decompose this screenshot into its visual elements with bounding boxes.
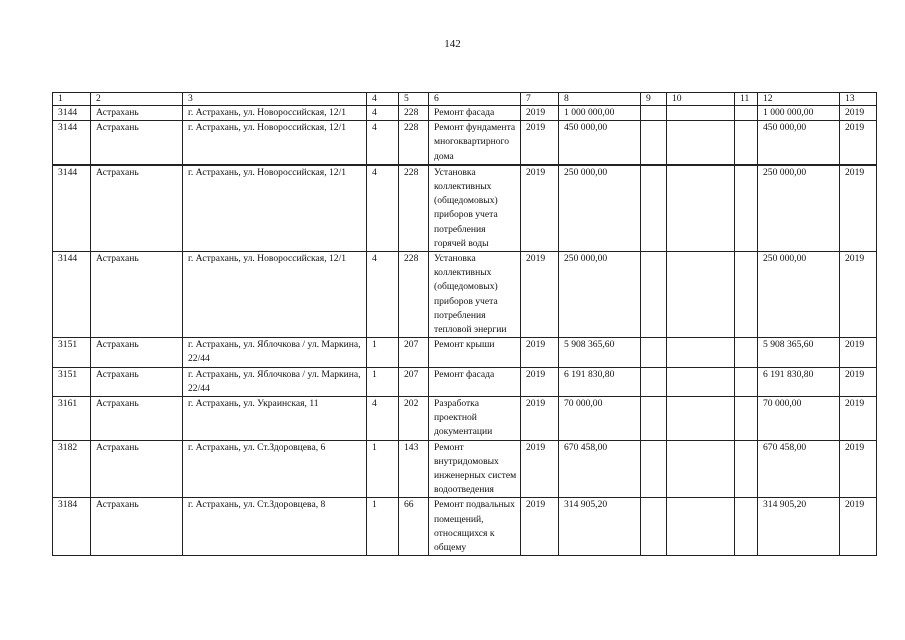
column-number: 2	[91, 93, 183, 106]
cell-municipality: Астрахань	[91, 498, 183, 556]
cell-total: 1 000 000,00	[758, 106, 840, 121]
column-number: 8	[559, 93, 641, 106]
cell-total: 250 000,00	[758, 252, 840, 338]
cell-end-year: 2019	[840, 440, 877, 498]
cell-end-year: 2019	[840, 397, 877, 441]
cell-work-type: Ремонт крыши	[429, 338, 521, 367]
cell-work-type: Установка коллективных (общедомовых) приборов учета потребления горячей воды	[429, 165, 521, 252]
table-row	[53, 338, 877, 367]
cell-municipality: Астрахань	[91, 165, 183, 252]
column-number-row	[53, 93, 877, 106]
cell-col11	[735, 121, 758, 165]
cell-work-type: Ремонт внутридомовых инженерных систем водоотведения	[429, 440, 521, 498]
column-number: 11	[735, 93, 758, 106]
cell-col9	[641, 367, 667, 396]
table-row	[53, 165, 877, 252]
cell-year: 2019	[521, 367, 559, 396]
cell-total: 314 905,20	[758, 498, 840, 556]
table-row	[53, 106, 877, 121]
cell-col5: 66	[399, 498, 429, 556]
column-number: 4	[367, 93, 399, 106]
cell-col4: 4	[367, 121, 399, 165]
cell-cost: 1 000 000,00	[559, 106, 641, 121]
column-number: 10	[667, 93, 735, 106]
cell-col5: 228	[399, 121, 429, 165]
cell-end-year: 2019	[840, 338, 877, 367]
cell-cost: 70 000,00	[559, 397, 641, 441]
cell-cost: 6 191 830,80	[559, 367, 641, 396]
cell-year: 2019	[521, 338, 559, 367]
cell-address: г. Астрахань, ул. Новороссийская, 12/1	[183, 252, 367, 338]
cell-id: 3144	[53, 106, 91, 121]
cell-municipality: Астрахань	[91, 106, 183, 121]
cell-municipality: Астрахань	[91, 121, 183, 165]
cell-year: 2019	[521, 121, 559, 165]
cell-col4: 4	[367, 252, 399, 338]
cell-municipality: Астрахань	[91, 252, 183, 338]
table-row	[53, 367, 877, 396]
cell-col10	[667, 440, 735, 498]
page-number: 142	[444, 38, 461, 50]
cell-id: 3182	[53, 440, 91, 498]
cell-end-year: 2019	[840, 165, 877, 252]
cell-year: 2019	[521, 440, 559, 498]
cell-cost: 250 000,00	[559, 165, 641, 252]
cell-total: 5 908 365,60	[758, 338, 840, 367]
cell-municipality: Астрахань	[91, 338, 183, 367]
cell-address: г. Астрахань, ул. Ст.Здоровцева, 8	[183, 498, 367, 556]
cell-col9	[641, 397, 667, 441]
table-row	[53, 121, 877, 165]
cell-col11	[735, 367, 758, 396]
cell-address: г. Астрахань, ул. Яблочкова / ул. Маркина, 22/44	[183, 338, 367, 367]
cell-id: 3144	[53, 121, 91, 165]
table-row	[53, 498, 877, 556]
cell-municipality: Астрахань	[91, 440, 183, 498]
cell-id: 3184	[53, 498, 91, 556]
cell-year: 2019	[521, 165, 559, 252]
cell-col9	[641, 498, 667, 556]
cell-col5: 207	[399, 367, 429, 396]
cell-total: 450 000,00	[758, 121, 840, 165]
cell-cost: 5 908 365,60	[559, 338, 641, 367]
cell-col5: 228	[399, 252, 429, 338]
cell-address: г. Астрахань, ул. Украинская, 11	[183, 397, 367, 441]
cell-total: 250 000,00	[758, 165, 840, 252]
cell-col9	[641, 165, 667, 252]
cell-year: 2019	[521, 397, 559, 441]
cell-year: 2019	[521, 252, 559, 338]
cell-id: 3151	[53, 367, 91, 396]
column-number: 12	[758, 93, 840, 106]
cell-cost: 314 905,20	[559, 498, 641, 556]
cell-id: 3144	[53, 165, 91, 252]
cell-col5: 207	[399, 338, 429, 367]
cell-col10	[667, 106, 735, 121]
cell-col11	[735, 165, 758, 252]
column-number: 7	[521, 93, 559, 106]
cell-year: 2019	[521, 498, 559, 556]
cell-work-type: Установка коллективных (общедомовых) приборов учета потребления тепловой энергии	[429, 252, 521, 338]
cell-col4: 4	[367, 165, 399, 252]
cell-col11	[735, 106, 758, 121]
cell-col10	[667, 338, 735, 367]
cell-col11	[735, 397, 758, 441]
cell-municipality: Астрахань	[91, 367, 183, 396]
cell-col10	[667, 121, 735, 165]
cell-col10	[667, 397, 735, 441]
cell-col11	[735, 440, 758, 498]
cell-year: 2019	[521, 106, 559, 121]
cell-col4: 4	[367, 397, 399, 441]
cell-col4: 1	[367, 338, 399, 367]
column-number: 3	[183, 93, 367, 106]
cell-address: г. Астрахань, ул. Новороссийская, 12/1	[183, 165, 367, 252]
cell-address: г. Астрахань, ул. Яблочкова / ул. Маркина, 22/44	[183, 367, 367, 396]
cell-col9	[641, 121, 667, 165]
cell-address: г. Астрахань, ул. Новороссийская, 12/1	[183, 106, 367, 121]
cell-total: 70 000,00	[758, 397, 840, 441]
column-number: 13	[840, 93, 877, 106]
cell-col10	[667, 165, 735, 252]
cell-total: 670 458,00	[758, 440, 840, 498]
cell-work-type: Разработка проектной документации	[429, 397, 521, 441]
cell-col9	[641, 440, 667, 498]
column-number: 6	[429, 93, 521, 106]
cell-col11	[735, 252, 758, 338]
cell-col11	[735, 498, 758, 556]
cell-work-type: Ремонт фасада	[429, 367, 521, 396]
cell-cost: 250 000,00	[559, 252, 641, 338]
cell-col5: 228	[399, 106, 429, 121]
cell-col4: 4	[367, 106, 399, 121]
capital-repair-table	[52, 92, 877, 556]
cell-address: г. Астрахань, ул. Новороссийская, 12/1	[183, 121, 367, 165]
cell-end-year: 2019	[840, 106, 877, 121]
cell-id: 3161	[53, 397, 91, 441]
cell-col4: 1	[367, 440, 399, 498]
cell-end-year: 2019	[840, 121, 877, 165]
cell-col5: 202	[399, 397, 429, 441]
cell-col11	[735, 338, 758, 367]
cell-col10	[667, 498, 735, 556]
cell-cost: 670 458,00	[559, 440, 641, 498]
cell-end-year: 2019	[840, 367, 877, 396]
cell-col5: 228	[399, 165, 429, 252]
cell-col10	[667, 367, 735, 396]
cell-work-type: Ремонт фасада	[429, 106, 521, 121]
cell-total: 6 191 830,80	[758, 367, 840, 396]
column-number: 5	[399, 93, 429, 106]
table-row	[53, 397, 877, 441]
cell-col4: 1	[367, 498, 399, 556]
cell-col4: 1	[367, 367, 399, 396]
table-row	[53, 440, 877, 498]
cell-col9	[641, 106, 667, 121]
cell-work-type: Ремонт фундамента многоквартирного дома	[429, 121, 521, 165]
cell-address: г. Астрахань, ул. Ст.Здоровцева, 6	[183, 440, 367, 498]
cell-end-year: 2019	[840, 498, 877, 556]
table-row	[53, 252, 877, 338]
cell-cost: 450 000,00	[559, 121, 641, 165]
cell-col9	[641, 252, 667, 338]
column-number: 9	[641, 93, 667, 106]
cell-col9	[641, 338, 667, 367]
cell-id: 3151	[53, 338, 91, 367]
cell-work-type: Ремонт подвальных помещений, относящихся к общему	[429, 498, 521, 556]
cell-col5: 143	[399, 440, 429, 498]
cell-end-year: 2019	[840, 252, 877, 338]
cell-id: 3144	[53, 252, 91, 338]
cell-municipality: Астрахань	[91, 397, 183, 441]
cell-col10	[667, 252, 735, 338]
column-number: 1	[53, 93, 91, 106]
